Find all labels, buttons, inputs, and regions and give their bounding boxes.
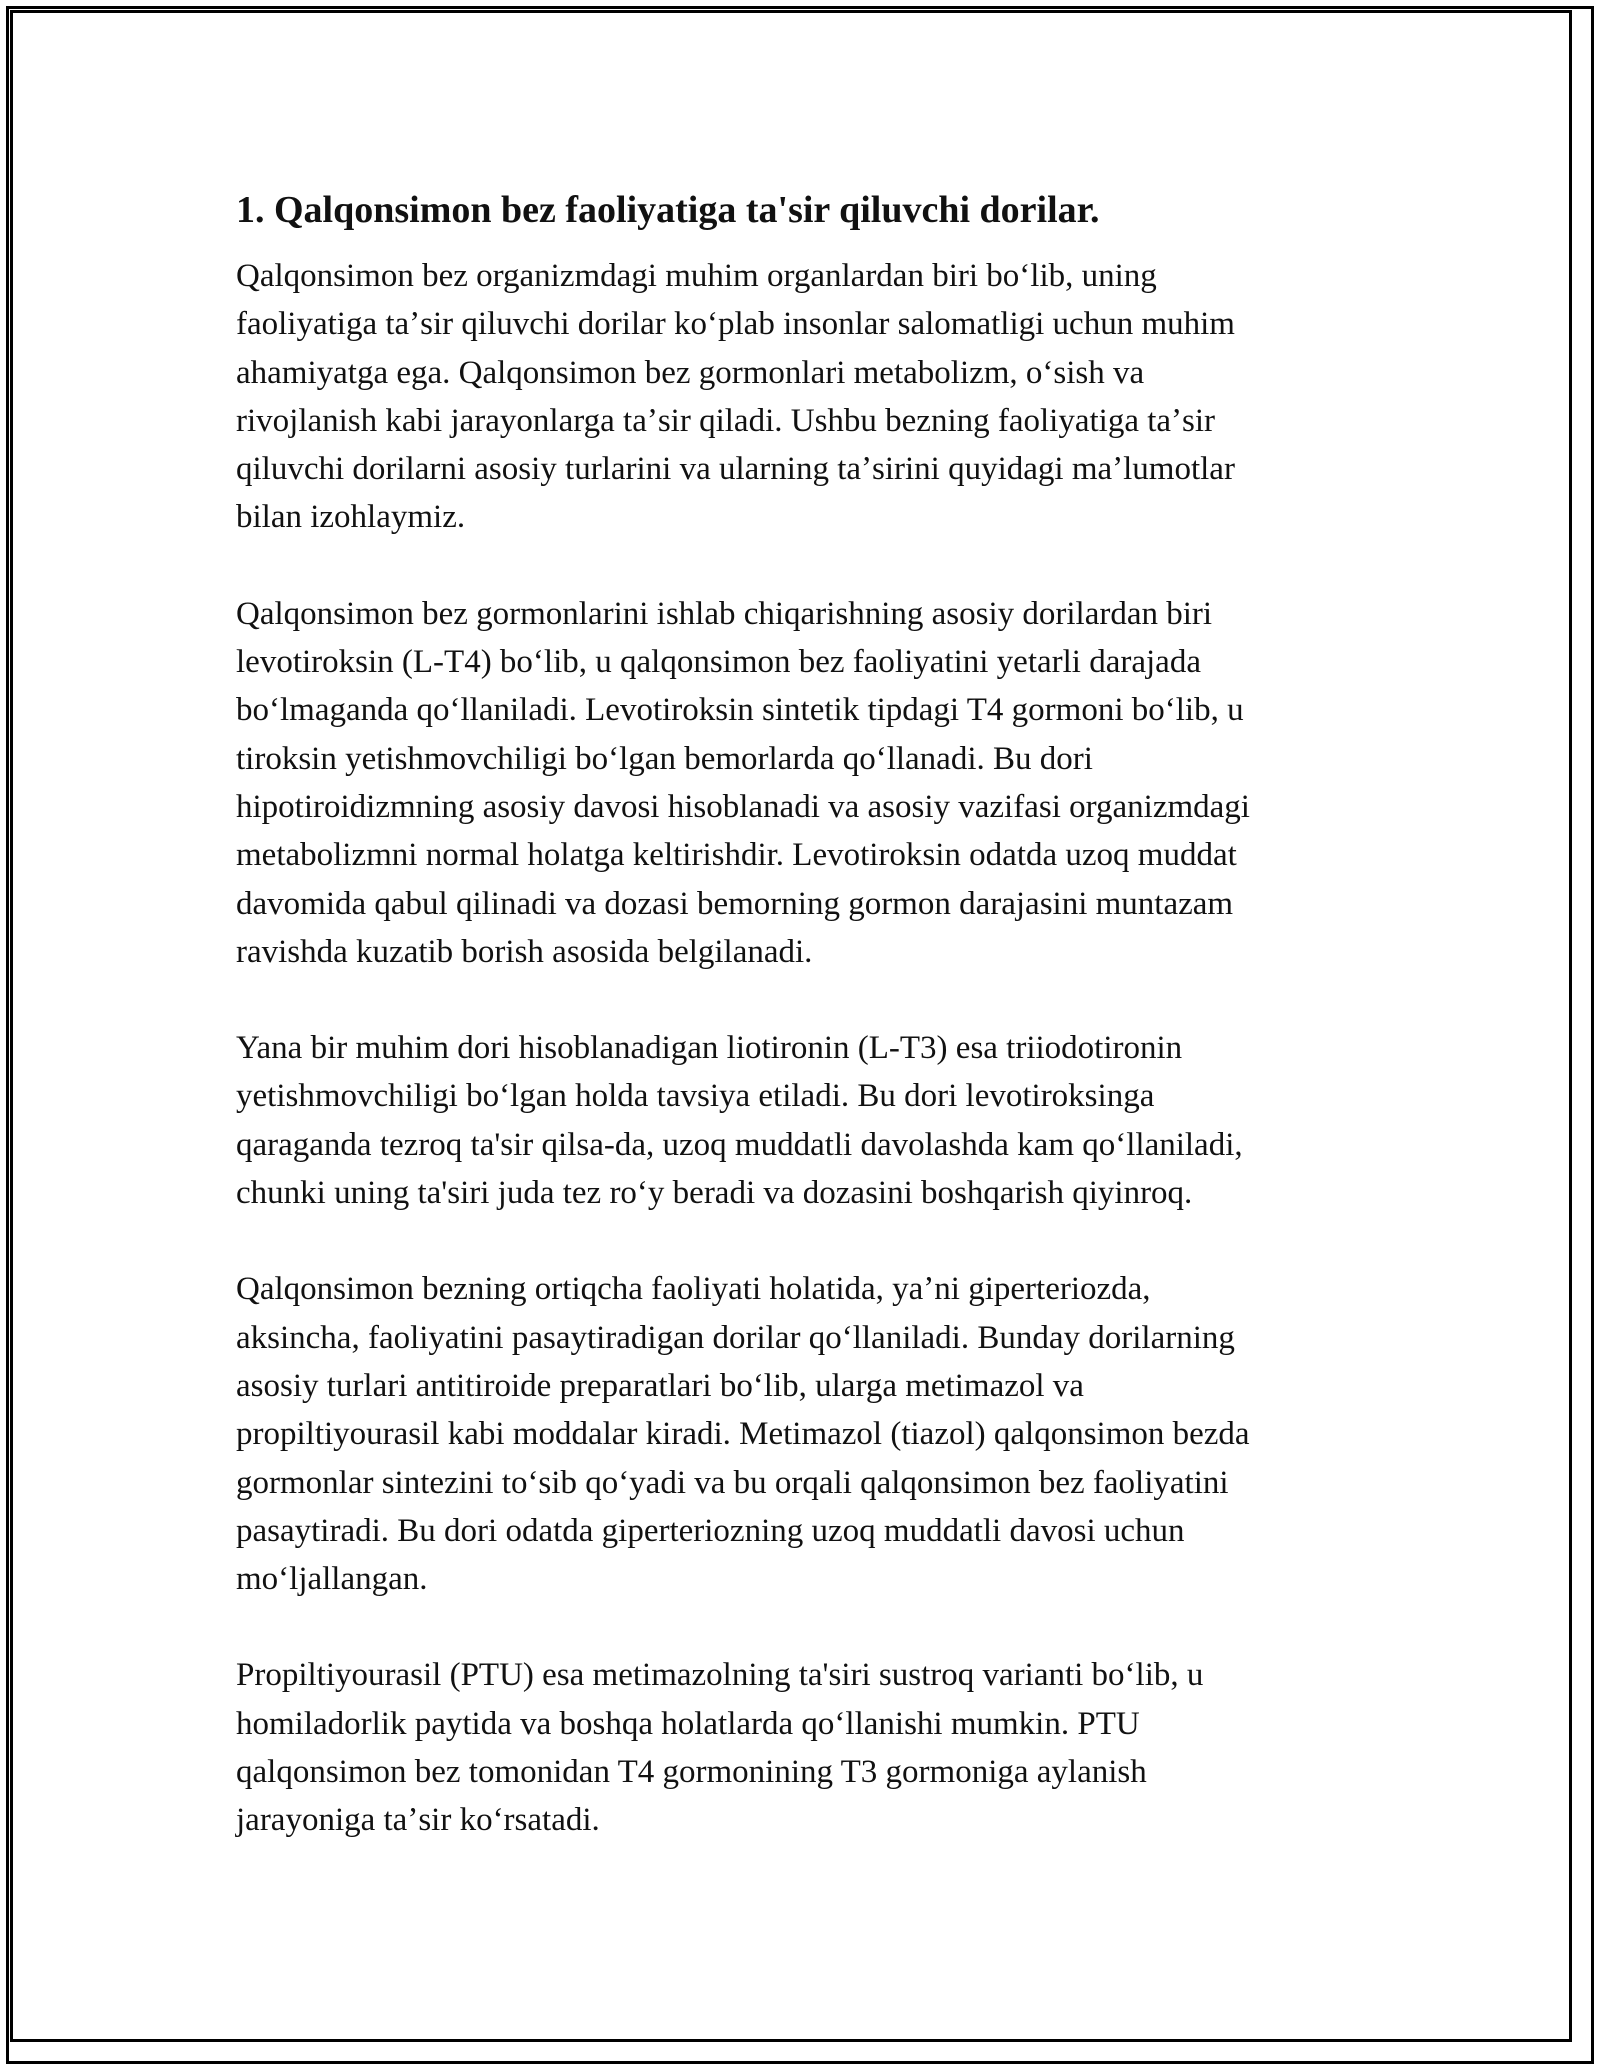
paragraph-2: Qalqonsimon bez gormonlarini ishlab chiqarishning asosiy dorilardan biri levotiroksin (L-T4) boʻlib, u qalqonsimon bez faoliyatini yetarli darajada boʻlmaganda qoʻllaniladi. Levotiroksin sintetik tipdagi T4 gormoni boʻlib, u tiroksin yetishmovchiligi boʻlgan bemorlarda qoʻllanadi. Bu dori hipotiroidizmning asosiy davosi hisoblanadi va asosiy vazifasi organizmdagi metabolizmni normal holatga keltirishdir. Levotiroksin odatda uzoq muddat davomida qabul qilinadi va dozasi bemorning gormon darajasini muntazam ravishda kuzatib borish asosida belgilanadi. [236, 595, 1250, 970]
paragraph-5: Propiltiyourasil (PTU) esa metimazolning ta'siri sustroq varianti boʻlib, u homiladorlik paytida va boshqa holatlarda qoʻllanishi mumkin. PTU qalqonsimon bez tomonidan T4 gormonining T3 gormoniga aylanish jarayoniga taʼsir koʻrsatadi. [236, 1657, 1204, 1839]
paragraph-1: Qalqonsimon bez organizmdagi muhim organlardan biri boʻlib, uning faoliyatiga taʼsir qiluvchi dorilar koʻplab insonlar salomatligi uchun muhim ahamiyatga ega. Qalqonsimon bez gormonlari metabolizm, oʻsish va rivojlanish kabi jarayonlarga taʼsir qiladi. Ushbu bezning faoliyatiga taʼsir qiluvchi dorilarni asosiy turlarini va ularning taʼsirini quyidagi maʼlumotlar bilan izohlaymiz. [236, 258, 1235, 536]
document-page [236, 186, 1366, 1893]
paragraph-3: Yana bir muhim dori hisoblanadigan liotironin (L-T3) esa triiodotironin yetishmovchiligi boʻlgan holda tavsiya etiladi. Bu dori levotiroksinga qaraganda tezroq ta'sir qilsa-da, uzoq muddatli davolashda kam qoʻllaniladi, chunki uning ta'siri juda tez roʻy beradi va dozasini boshqarish qiyinroq. [236, 1030, 1243, 1212]
paragraph-4: Qalqonsimon bezning ortiqcha faoliyati holatida, yaʼni giperteriozda, aksincha, faoliyatini pasaytiradigan dorilar qoʻllaniladi. Bunday dorilarning asosiy turlari antitiroide preparatlari boʻlib, ularga metimazol va propiltiyourasil kabi moddalar kiradi. Metimazol (tiazol) qalqonsimon bezda gormonlar sintezini toʻsib qoʻyadi va bu orqali qalqonsimon bez faoliyatini pasaytiradi. Bu dori odatda giperteriozning uzoq muddatli davosi uchun moʻljallangan. [236, 1271, 1250, 1598]
section-heading: 1. Qalqonsimon bez faoliyatiga ta'sir qiluvchi dorilar. [236, 189, 1100, 231]
